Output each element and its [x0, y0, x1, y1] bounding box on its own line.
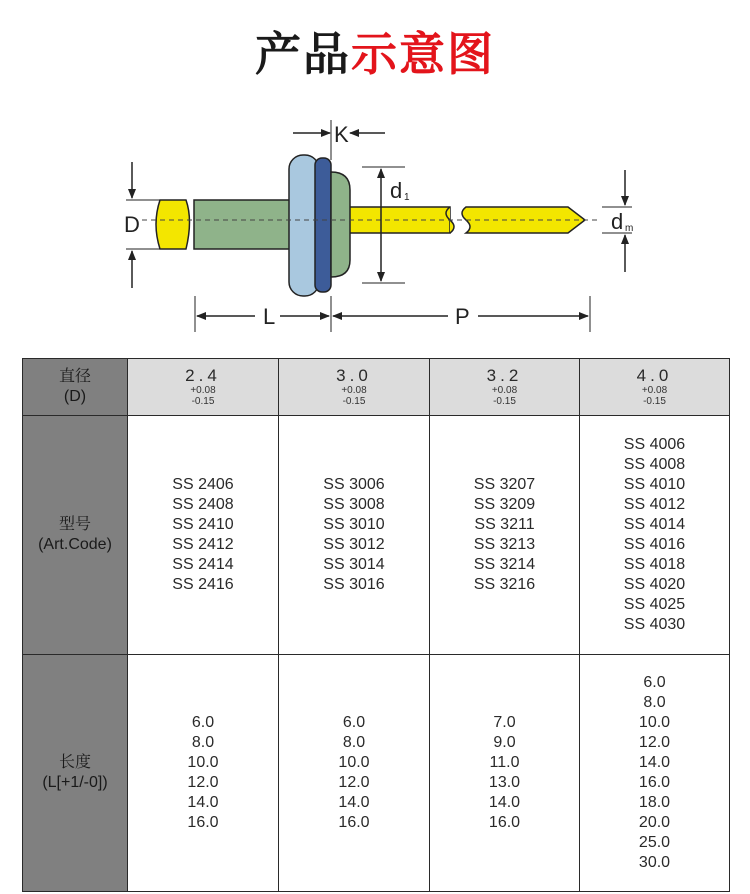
art-code: SS 3207 — [473, 476, 536, 493]
length-value: 11.0 — [489, 754, 520, 771]
mandrel-head — [156, 200, 190, 249]
length-value: 14.0 — [488, 794, 521, 811]
svg-text:K: K — [334, 122, 349, 147]
length-value: 20.0 — [638, 814, 671, 831]
length-value: 16.0 — [638, 774, 671, 791]
code-cell — [279, 416, 430, 655]
diameter-cell: 2.4 +0.08 -0.15 — [128, 359, 279, 416]
art-code: SS 3213 — [473, 536, 536, 553]
length-value: 14.0 — [187, 794, 219, 811]
row-header-code: 型号 (Art.Code) — [23, 416, 128, 655]
title-part-red: 示意图 — [351, 27, 495, 81]
length-value: 13.0 — [488, 774, 521, 791]
art-code: SS 3209 — [473, 496, 536, 513]
art-code: SS 3010 — [323, 516, 385, 533]
art-code: SS 2406 — [172, 476, 234, 493]
row-header-diameter: 直径 (D) — [23, 359, 128, 416]
art-code: SS 4014 — [623, 516, 686, 533]
svg-text:d: d — [390, 178, 403, 203]
length-value: 30.0 — [638, 854, 671, 871]
dimension-d — [124, 162, 160, 288]
length-value: 10.0 — [187, 754, 219, 771]
length-value: 25.0 — [638, 834, 671, 851]
art-code: SS 2412 — [172, 536, 234, 553]
art-code: SS 4008 — [623, 456, 686, 473]
dimension-p — [333, 296, 590, 332]
length-value: 12.0 — [338, 774, 370, 791]
length-value: 16.0 — [187, 814, 219, 831]
length-cell — [279, 655, 430, 892]
art-code: SS 3012 — [323, 536, 385, 553]
length-value: 12.0 — [187, 774, 219, 791]
art-code: SS 4030 — [623, 616, 686, 633]
dimension-k — [293, 120, 385, 160]
spec-table — [22, 358, 730, 892]
length-value: 6.0 — [342, 714, 366, 731]
rivet-diagram — [0, 110, 750, 350]
table-row-length — [23, 655, 730, 892]
art-code: SS 4016 — [623, 536, 686, 553]
art-code: SS 2416 — [172, 576, 234, 593]
rivet-flange-inner — [315, 158, 331, 292]
row-header-length: 长度 (L[+1/-0]) — [23, 655, 128, 892]
svg-text:D: D — [124, 212, 140, 237]
art-code: SS 3216 — [473, 576, 536, 593]
art-code: SS 4025 — [623, 596, 686, 613]
length-value: 8.0 — [643, 694, 666, 711]
title-part-black: 产品 — [255, 27, 351, 81]
diameter-cell: 4.0 +0.08 -0.15 — [580, 359, 730, 416]
code-cell — [430, 416, 580, 655]
length-value: 18.0 — [638, 794, 671, 811]
length-value: 6.0 — [191, 714, 215, 731]
length-value: 8.0 — [342, 734, 366, 751]
length-value: 10.0 — [638, 714, 671, 731]
code-cell — [580, 416, 730, 655]
length-value: 10.0 — [338, 754, 370, 771]
svg-text:P: P — [455, 304, 470, 329]
length-value: 6.0 — [643, 674, 666, 691]
table-row-code — [23, 416, 730, 655]
art-code: SS 4018 — [623, 556, 686, 573]
svg-text:d: d — [611, 209, 624, 234]
art-code: SS 2408 — [172, 496, 234, 513]
length-value: 16.0 — [338, 814, 370, 831]
code-cell — [128, 416, 279, 655]
length-value: 14.0 — [638, 754, 671, 771]
art-code: SS 4012 — [623, 496, 686, 513]
art-code: SS 4020 — [623, 576, 686, 593]
dimension-l — [195, 296, 331, 332]
length-cell — [430, 655, 580, 892]
length-value: 7.0 — [493, 714, 516, 731]
length-value: 12.0 — [638, 734, 671, 751]
svg-text:L: L — [263, 304, 276, 329]
table-row-diameter — [23, 359, 730, 416]
svg-text:m: m — [625, 223, 634, 234]
art-code: SS 3006 — [323, 476, 385, 493]
art-code: SS 3008 — [323, 496, 385, 513]
art-code: SS 3014 — [323, 556, 385, 573]
art-code: SS 2414 — [172, 556, 234, 573]
dimension-dm — [602, 170, 633, 272]
length-value: 8.0 — [191, 734, 215, 751]
length-cell — [580, 655, 730, 892]
page-title — [0, 18, 750, 84]
art-code: SS 3214 — [473, 556, 536, 573]
rivet-ring — [331, 172, 350, 277]
svg-text:1: 1 — [404, 192, 410, 203]
length-cell — [128, 655, 279, 892]
art-code: SS 2410 — [172, 516, 234, 533]
length-value: 9.0 — [493, 734, 516, 751]
art-code: SS 4006 — [623, 436, 686, 453]
art-code: SS 3016 — [323, 576, 385, 593]
diameter-cell: 3.0 +0.08 -0.15 — [279, 359, 430, 416]
length-value: 14.0 — [338, 794, 370, 811]
length-value: 16.0 — [488, 814, 521, 831]
diameter-cell: 3.2 +0.08 -0.15 — [430, 359, 580, 416]
art-code: SS 3211 — [474, 516, 535, 533]
art-code: SS 4010 — [623, 476, 686, 493]
